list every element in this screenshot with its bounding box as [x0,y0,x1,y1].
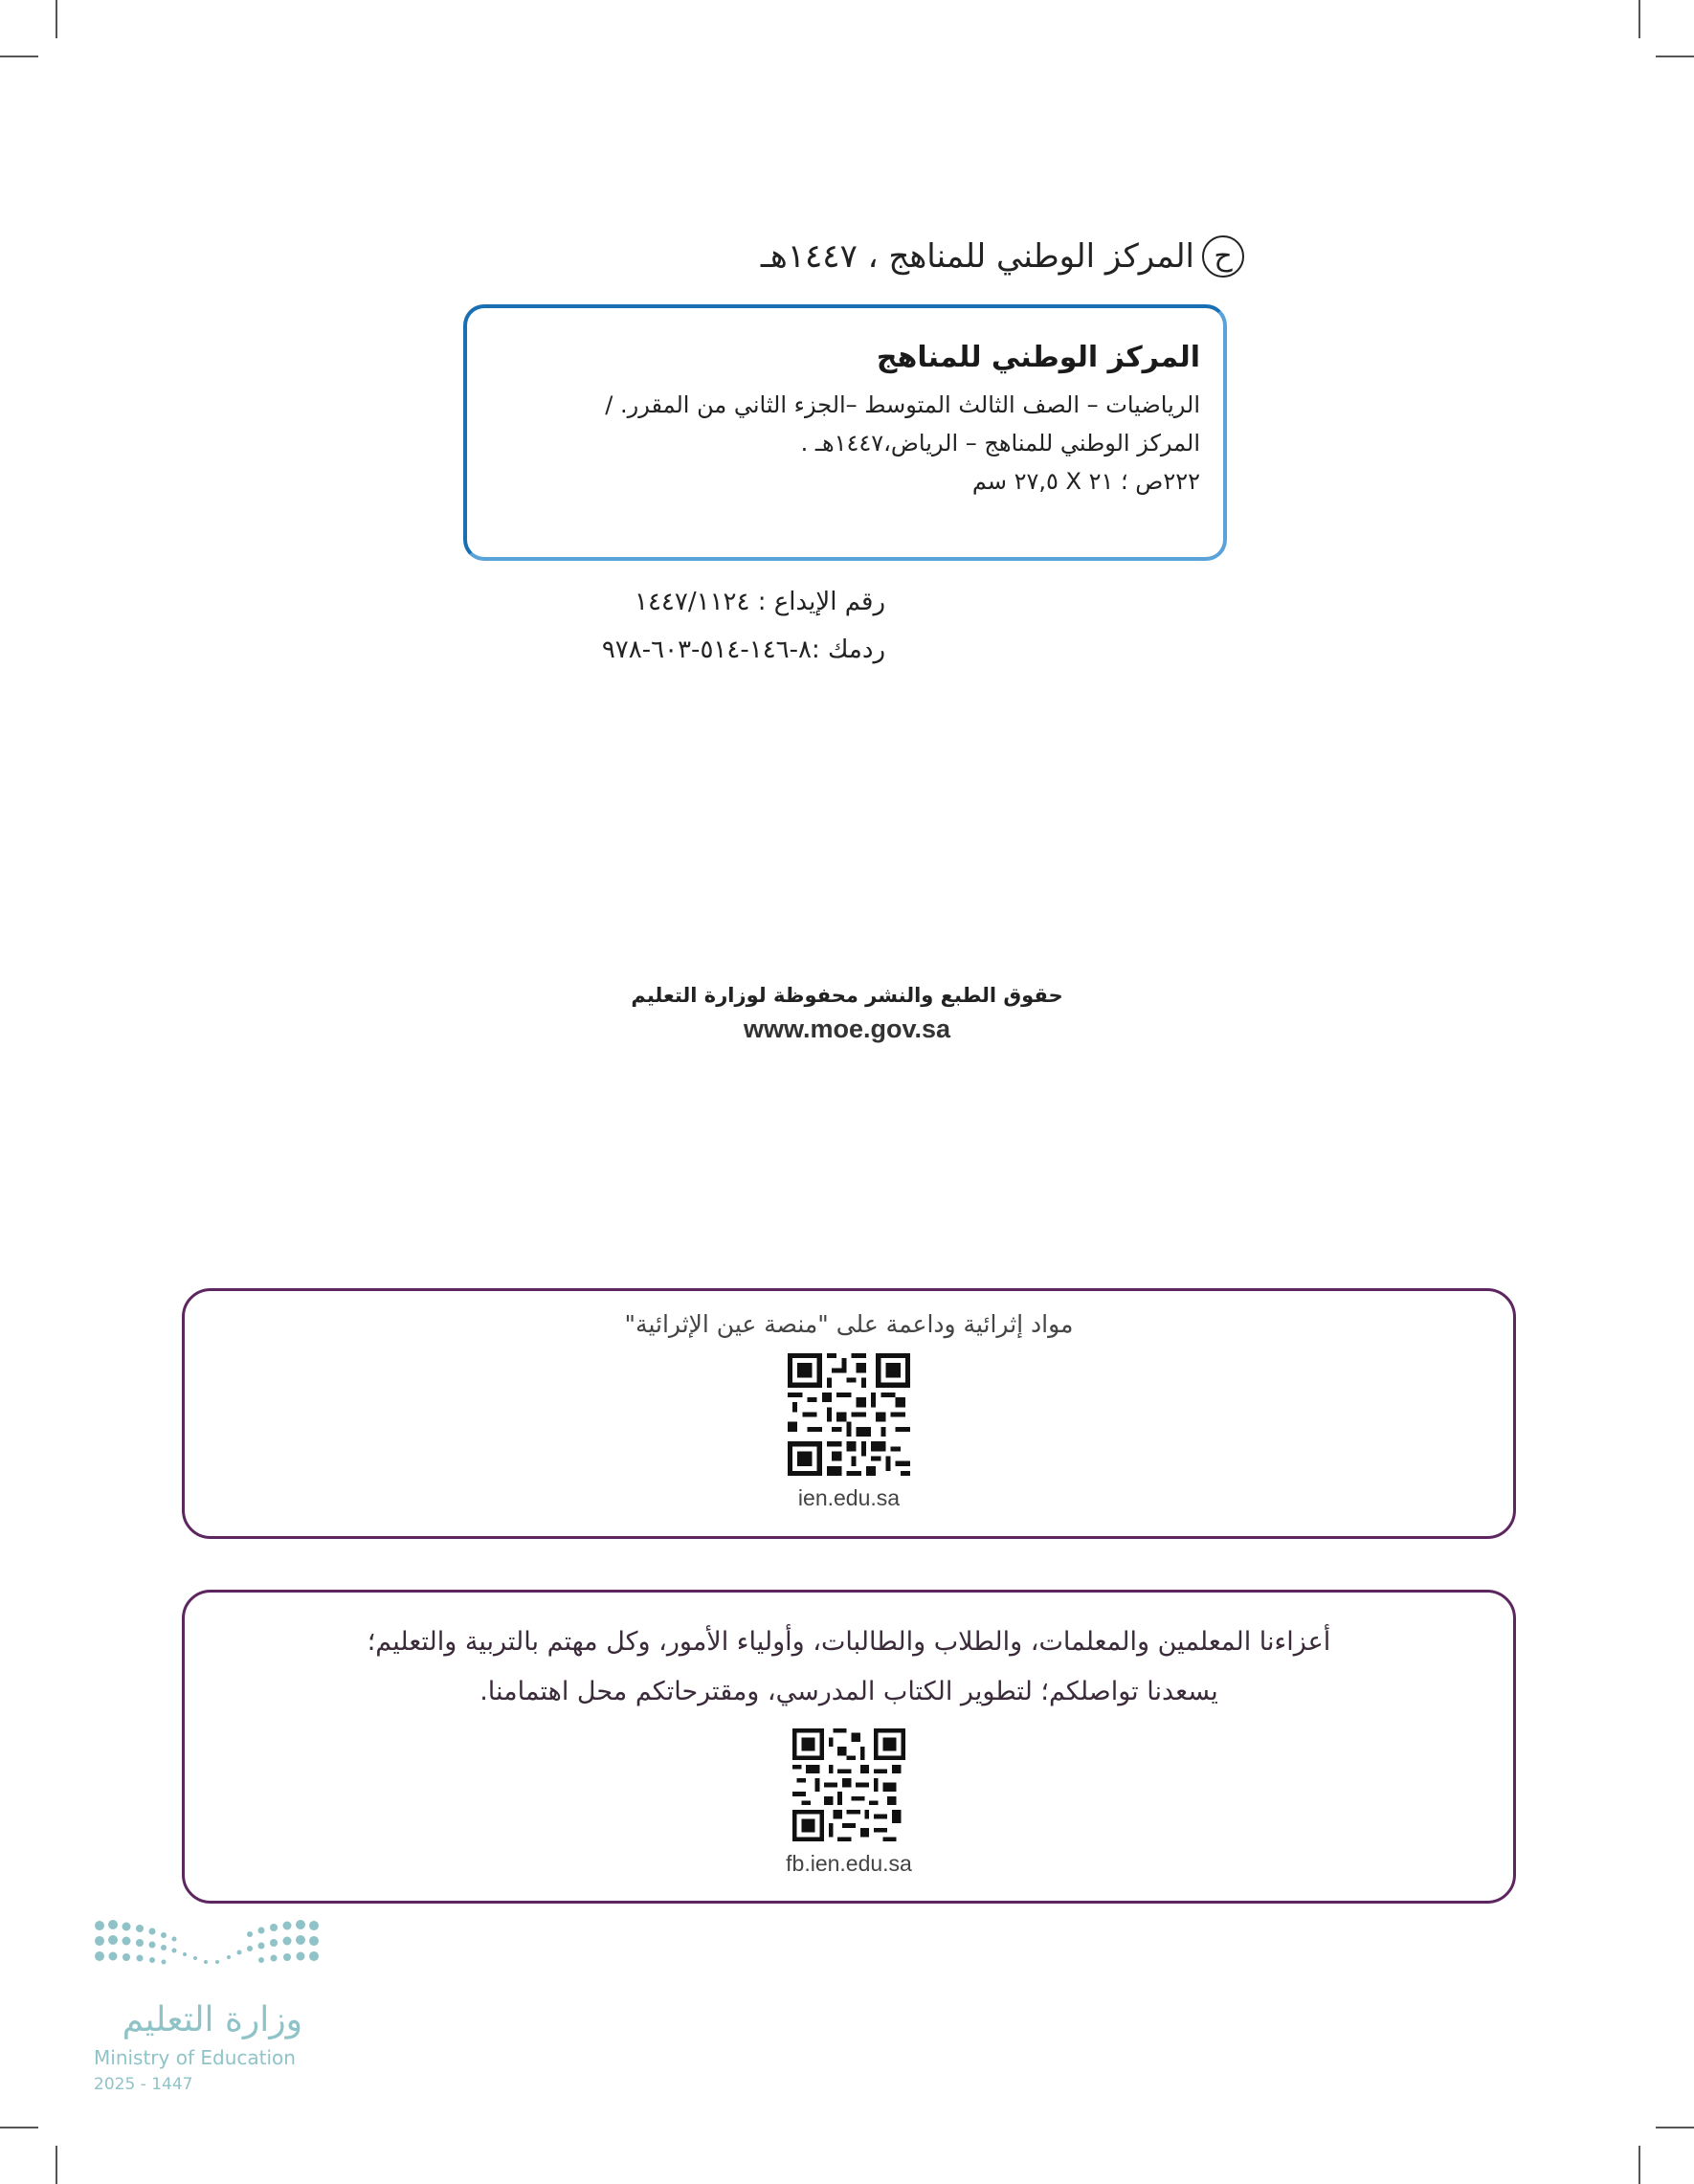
rights-block [0,984,1694,1044]
crop-mark-tl-v [56,0,57,38]
rights-text: حقوق الطبع والنشر محفوظة لوزارة التعليم [631,984,1063,1007]
crop-mark-tl-h [0,56,38,57]
copyright-line [761,235,1244,278]
cataloging-box [463,304,1227,561]
enrichment-panel [182,1288,1516,1539]
copyright-symbol: ح [1202,235,1244,278]
crop-mark-br-h [1656,2127,1694,2128]
crop-mark-bl-h [0,2127,38,2128]
enrichment-heading: مواد إثرائية وداعمة على "منصة عين الإثرائية" [624,1310,1074,1338]
deposit-number: رقم الإيداع : ١٤٤٧/١١٢٤ [635,588,885,616]
feedback-site-link[interactable]: fb.ien.edu.sa [786,1851,912,1876]
isbn-number: ردمك :٨-١٤٦-٥١٤-٦٠٣-٩٧٨ [601,635,885,664]
cataloging-line: المركز الوطني للمناهج – الرياض،١٤٤٧هـ . [800,430,1200,457]
qr-code-icon[interactable] [792,1728,905,1841]
cataloging-title: المركز الوطني للمناهج [876,341,1200,374]
feedback-line-2: يسعدنا تواصلكم؛ لتطوير الكتاب المدرسي، ومقترحاتكم محل اهتمامنا. [479,1677,1218,1706]
ministry-year: 2025 - 1447 [94,2075,193,2094]
qr-code-icon[interactable] [788,1353,910,1476]
feedback-panel [182,1590,1516,1904]
cataloging-line: الرياضيات – الصف الثالث المتوسط –الجزء الثاني من المقرر. / [605,391,1200,418]
crop-mark-tr-v [1638,0,1640,38]
ministry-name-en: Ministry of Education [94,2046,296,2069]
ministry-logo-icon [92,1914,322,1991]
crop-mark-tr-h [1656,56,1694,57]
copyright-text: المركز الوطني للمناهج ، ١٤٤٧هـ [760,237,1194,276]
crop-mark-bl-v [56,2146,57,2184]
cataloging-line: ٢٢٢ص ؛ ٢١ X ٢٧,٥ سم [971,468,1200,495]
ministry-name-ar: وزارة التعليم [122,2000,302,2039]
crop-mark-br-v [1638,2146,1640,2184]
ministry-website-link[interactable]: www.moe.gov.sa [743,1014,951,1043]
feedback-line-1: أعزاءنا المعلمين والمعلمات، والطلاب والطالبات، وأولياء الأمور، وكل مهتم بالتربية والتعليم؛ [367,1627,1331,1657]
legal-info [602,578,885,674]
enrichment-site-link[interactable]: ien.edu.sa [797,1485,901,1510]
